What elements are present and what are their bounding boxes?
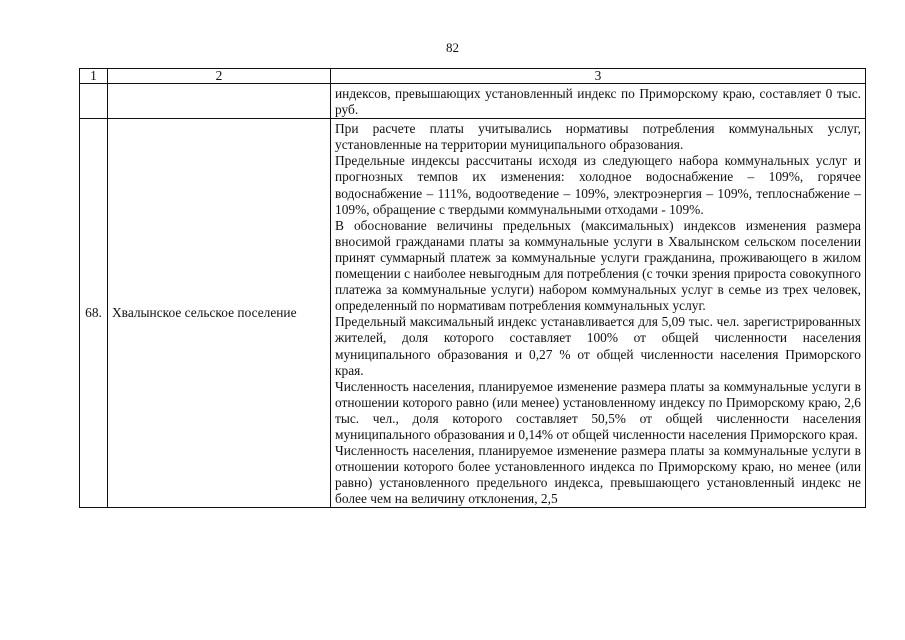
paragraph-justification: В обоснование величины предельных (максимальных) индексов изменения размера вносимой гражданами платы за коммунальные услуги в Хвалынском сельском поселении принят суммарный платеж за коммунальные услуги гражданина, проживающего в жилом помещении с наиболее невыгодным для потребления (с точки зрения прироста совокупного платежа за коммунальные услуги) набором коммунальных услуг в семье из трех человек, определенный по нормативам потребления коммунальных услуг. [335,217,861,314]
document-table [79,68,866,508]
header-col-1: 1 [80,69,108,84]
empty-cell [108,84,331,119]
paragraph-max-index: Предельный максимальный индекс устанавливается для 5,09 тыс. чел. зарегистрированных жителей, доля которого составляет 100% от общей численности населения муниципального образования и 0,27 % от общей численности населения Приморского края. [335,314,861,378]
header-col-3: 3 [331,69,866,84]
table-row-continuation [80,84,866,119]
paragraph-population-equal: Численность населения, планируемое изменение размера платы за коммунальные услуги в отношении которого равно (или менее) установленному индексу по Приморскому краю, 2,6 тыс. чел., доля которого составляет 50,5% от общей численности населения муниципального образования и 0,14% от общей численности населения Приморского края. [335,378,861,442]
paragraph-norms: При расчете платы учитывались нормативы потребления коммунальных услуг, установленные на территории муниципального образования. [335,121,861,153]
header-col-2: 2 [108,69,331,84]
empty-cell [80,84,108,119]
row-number: 68. [80,119,108,508]
municipality-name: Хвалынское сельское поселение [108,119,331,508]
table-header-row [80,69,866,84]
page-number: 82 [446,40,459,55]
continuation-text-cell [331,84,866,119]
description-cell [331,119,866,508]
continuation-paragraph: индексов, превышающих установленный индекс по Приморскому краю, составляет 0 тыс. руб. [335,86,861,118]
paragraph-population-above: Численность населения, планируемое изменение размера платы за коммунальные услуги в отношении которого более установленного индекса по Приморскому краю, но менее (или равно) установленного предельного индекса, превышающего установленный индекс не более чем на величину отклонения, 2,5 [335,443,861,507]
paragraph-indices: Предельные индексы рассчитаны исходя из следующего набора коммунальных услуг и прогнозных темпов их изменения: холодное водоснабжение – 109%, горячее водоснабжение – 111%, водоотведение – 109%, электроэнергия – 109%, теплоснабжение – 109%, обращение с твердыми коммунальными отходами - 109%. [335,153,861,217]
table-row-68 [80,119,866,508]
